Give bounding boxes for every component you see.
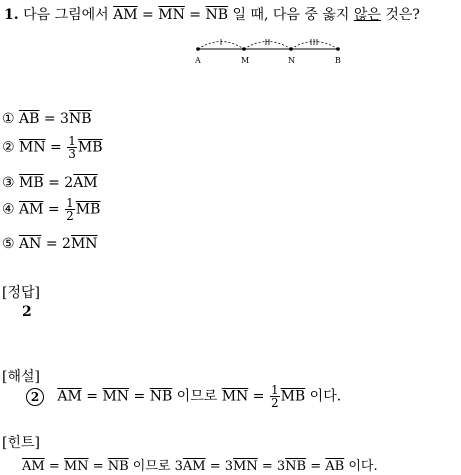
question-text-before: 다음 그림에서 bbox=[23, 7, 109, 23]
segment-ab: $\overline{AB}$ bbox=[325, 459, 345, 474]
equals: = bbox=[184, 7, 206, 23]
explanation-heading: [해설] bbox=[2, 369, 40, 385]
option-5[interactable] bbox=[2, 236, 98, 252]
fraction bbox=[67, 135, 77, 160]
fraction-numerator: 1 bbox=[68, 134, 76, 148]
segment-am: $\overline{AM}$ bbox=[113, 7, 138, 23]
segment-am: $\overline{AM}$ bbox=[57, 388, 82, 405]
segment-mn: $\overline{MN}$ bbox=[102, 388, 130, 405]
explanation-mid: 이므로 bbox=[172, 388, 222, 405]
fraction-denominator: 2 bbox=[66, 209, 74, 223]
question-text-after: 일 때, 다음 중 옳지 bbox=[228, 7, 350, 23]
explanation-end: 이다. bbox=[305, 388, 342, 405]
segment-nb: $\overline{NB}$ bbox=[149, 388, 173, 405]
segment-mn: $\overline{MN}$ bbox=[233, 459, 258, 474]
fraction-denominator: 3 bbox=[68, 147, 76, 161]
option-marker: ④ bbox=[2, 201, 15, 218]
equals: = bbox=[306, 459, 326, 474]
explanation-line bbox=[26, 384, 341, 409]
option-lhs: $\overline{AB}$ bbox=[19, 111, 40, 127]
answer-value: 2 bbox=[22, 304, 32, 320]
option-4[interactable] bbox=[2, 197, 100, 222]
arc-mn bbox=[244, 42, 291, 50]
equals: = bbox=[44, 459, 64, 474]
label-a: A bbox=[195, 56, 201, 65]
fraction-denominator: 2 bbox=[270, 396, 279, 410]
segment-mn: $\overline{MN}$ bbox=[63, 459, 89, 474]
option-3[interactable] bbox=[2, 175, 98, 191]
segment-am: $\overline{AM}$ bbox=[182, 459, 206, 474]
equals: = 3 bbox=[205, 459, 234, 474]
equals: = bbox=[137, 7, 159, 23]
equals: = bbox=[248, 388, 269, 405]
option-eq: = 2 bbox=[41, 236, 71, 252]
option-rhs: $\overline{NB}$ bbox=[68, 111, 92, 127]
option-eq: = 2 bbox=[43, 175, 74, 191]
segment-nb: $\overline{NB}$ bbox=[205, 7, 229, 23]
option-eq: = bbox=[45, 139, 67, 156]
segment-mb: $\overline{MB}$ bbox=[280, 388, 306, 405]
answer-heading: [정답] bbox=[2, 285, 40, 301]
option-2[interactable] bbox=[2, 135, 103, 160]
option-lhs: $\overline{AN}$ bbox=[19, 236, 42, 252]
fraction bbox=[270, 384, 280, 409]
segment-mn: $\overline{MN}$ bbox=[221, 388, 249, 405]
hint-line bbox=[22, 455, 378, 474]
option-marker: ② bbox=[2, 139, 15, 156]
equals: = 3 bbox=[257, 459, 286, 474]
segment-nb: $\overline{NB}$ bbox=[285, 459, 307, 474]
arc-nb bbox=[291, 42, 338, 50]
option-marker: ⑤ bbox=[2, 236, 15, 252]
segment-figure bbox=[190, 34, 350, 66]
option-eq: = bbox=[43, 201, 65, 218]
label-n: N bbox=[288, 56, 295, 65]
option-rhs: $\overline{MN}$ bbox=[70, 236, 98, 252]
label-b: B bbox=[335, 56, 341, 65]
option-1[interactable] bbox=[2, 111, 92, 127]
option-rhs: $\overline{MB}$ bbox=[75, 201, 101, 218]
question-underlined-word: 않은 bbox=[353, 7, 381, 23]
equals: = bbox=[81, 388, 103, 405]
option-lhs: $\overline{AM}$ bbox=[19, 201, 44, 218]
option-rhs: $\overline{AM}$ bbox=[73, 175, 98, 191]
fraction-numerator: 1 bbox=[66, 196, 74, 210]
question-number: 1. bbox=[4, 7, 19, 23]
segment-am: $\overline{AM}$ bbox=[22, 459, 45, 474]
segment-mn: $\overline{MN}$ bbox=[158, 7, 185, 23]
equals: = bbox=[129, 388, 150, 405]
question-line bbox=[4, 4, 420, 24]
question-text-end: 것은? bbox=[380, 7, 420, 23]
hint-mid: 이므로 3 bbox=[128, 459, 183, 474]
segment-nb: $\overline{NB}$ bbox=[107, 459, 129, 474]
fraction bbox=[65, 197, 75, 222]
hint-heading: [힌트] bbox=[2, 435, 40, 451]
fraction-numerator: 1 bbox=[270, 383, 279, 397]
option-eq: = 3 bbox=[39, 111, 69, 127]
option-lhs: $\overline{MB}$ bbox=[19, 175, 44, 191]
explanation-answer-marker: 2 bbox=[26, 388, 44, 406]
option-marker: ③ bbox=[2, 175, 15, 191]
option-lhs: $\overline{MN}$ bbox=[19, 139, 46, 156]
equals: = bbox=[88, 459, 108, 474]
option-marker: ① bbox=[2, 111, 15, 127]
option-rhs: $\overline{MB}$ bbox=[77, 139, 103, 156]
label-m: M bbox=[241, 56, 250, 65]
hint-end: 이다. bbox=[344, 459, 378, 474]
